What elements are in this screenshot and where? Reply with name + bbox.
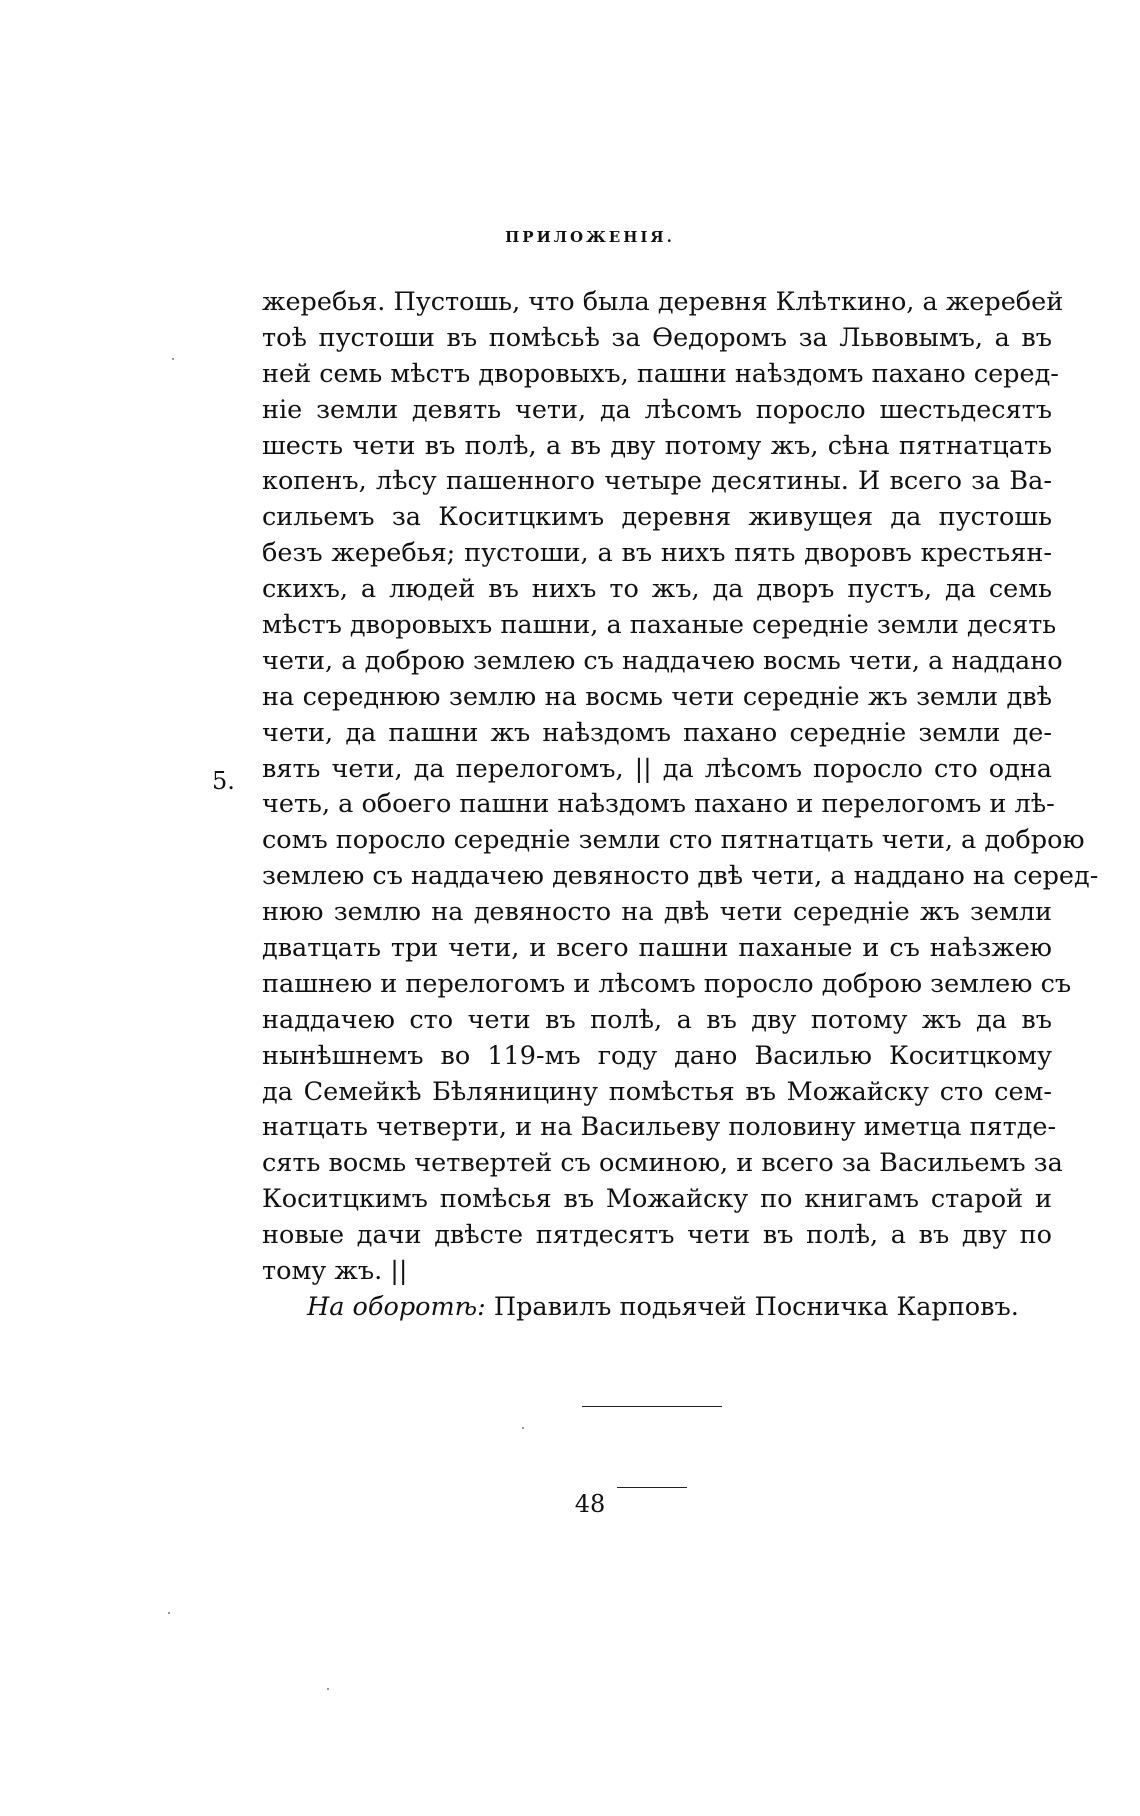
text-line: сильемъ за Коситцкимъ деревня живущея да пустошь: [262, 502, 1052, 533]
text-line: новые дачи двѣсте пятдесятъ чети въ полѣ, а въ дву по: [262, 1220, 1052, 1251]
text-line: четь, а обоего пашни наѣздомъ пахано и перелогомъ и лѣ-: [262, 789, 1055, 820]
running-header: ПРИЛОЖЕНІЯ.: [505, 228, 675, 246]
text-line: тоѣ пустоши въ помѣсьѣ за Ѳедоромъ за Львовымъ, а въ: [262, 322, 1052, 353]
verso-note: [262, 1290, 1052, 1326]
text-line: шесть чети въ полѣ, а въ дву потому жъ, сѣна пятнатцать: [262, 430, 1052, 461]
text-line: тому жъ. ||: [262, 1256, 408, 1287]
scan-speck: [172, 358, 174, 360]
text-line: ней семь мѣстъ дворовыхъ, пашни наѣздомъ пахано серед-: [262, 358, 1059, 389]
text-line: землею съ наддачею девяносто двѣ чети, а наддано на серед-: [262, 861, 1099, 892]
scan-speck: [522, 1427, 524, 1429]
text-line: пашнею и перелогомъ и лѣсомъ поросло доброю землею съ: [262, 968, 1072, 999]
text-line: копенъ, лѣсу пашенного четыре десятины. И всего за Ва-: [262, 466, 1052, 497]
margin-line-number: 5.: [212, 767, 235, 795]
text-line: вять чети, да перелогомъ, || да лѣсомъ поросло сто одна: [262, 753, 1052, 784]
scan-speck: [327, 1688, 329, 1690]
section-divider: [582, 1406, 722, 1407]
text-line: чети, а доброю землею съ наддачею восмь чети, а наддано: [262, 645, 1063, 676]
text-line: нюю землю на девяносто на двѣ чети середніе жъ земли: [262, 897, 1052, 928]
text-line: сомъ поросло середніе земли сто пятнатцать чети, а доброю: [262, 825, 1085, 856]
text-line: на середнюю землю на восмь чети середніе жъ земли двѣ: [262, 681, 1052, 712]
body-text: [262, 285, 1099, 1326]
verso-note-label: На оборотѣ:: [307, 1291, 486, 1322]
text-line: да Семейкѣ Бѣляницину помѣстья въ Можайску сто сем-: [262, 1076, 1052, 1107]
text-line: чети, да пашни жъ наѣздомъ пахано середніе земли де-: [262, 717, 1052, 748]
scan-speck: [168, 1612, 170, 1614]
text-line: сять восмь четвертей съ осминою, и всего за Васильемъ за: [262, 1148, 1063, 1179]
text-line: наддачею сто чети въ полѣ, а въ дву потому жъ да въ: [262, 1004, 1052, 1035]
text-line: скихъ, а людей въ нихъ то жъ, да дворъ пустъ, да семь: [262, 574, 1052, 605]
text-line: ніе земли девять чети, да лѣсомъ поросло шестьдесятъ: [262, 394, 1052, 425]
text-line: жеребья. Пустошь, что была деревня Клѣткино, а жеребей: [262, 287, 1064, 317]
text-line: Коситцкимъ помѣсья въ Можайску по книгамъ старой и: [262, 1184, 1052, 1215]
text-line: безъ жеребья; пустоши, а въ нихъ пять дворовъ крестьян-: [262, 538, 1052, 569]
text-line: натцать четверти, и на Васильеву половину иметца пятде-: [262, 1112, 1057, 1143]
text-line: дватцать три чети, и всего пашни паханые и съ наѣзжею: [262, 933, 1052, 964]
text-line: нынѣшнемъ во 119-мъ году дано Василью Коситцкому: [262, 1040, 1052, 1071]
page-number: 48: [574, 1490, 606, 1518]
verso-note-text: Правилъ подьячей Посничка Карповъ.: [485, 1291, 1019, 1322]
text-line: мѣстъ дворовыхъ пашни, а паханые середніе земли десять: [262, 610, 1057, 641]
